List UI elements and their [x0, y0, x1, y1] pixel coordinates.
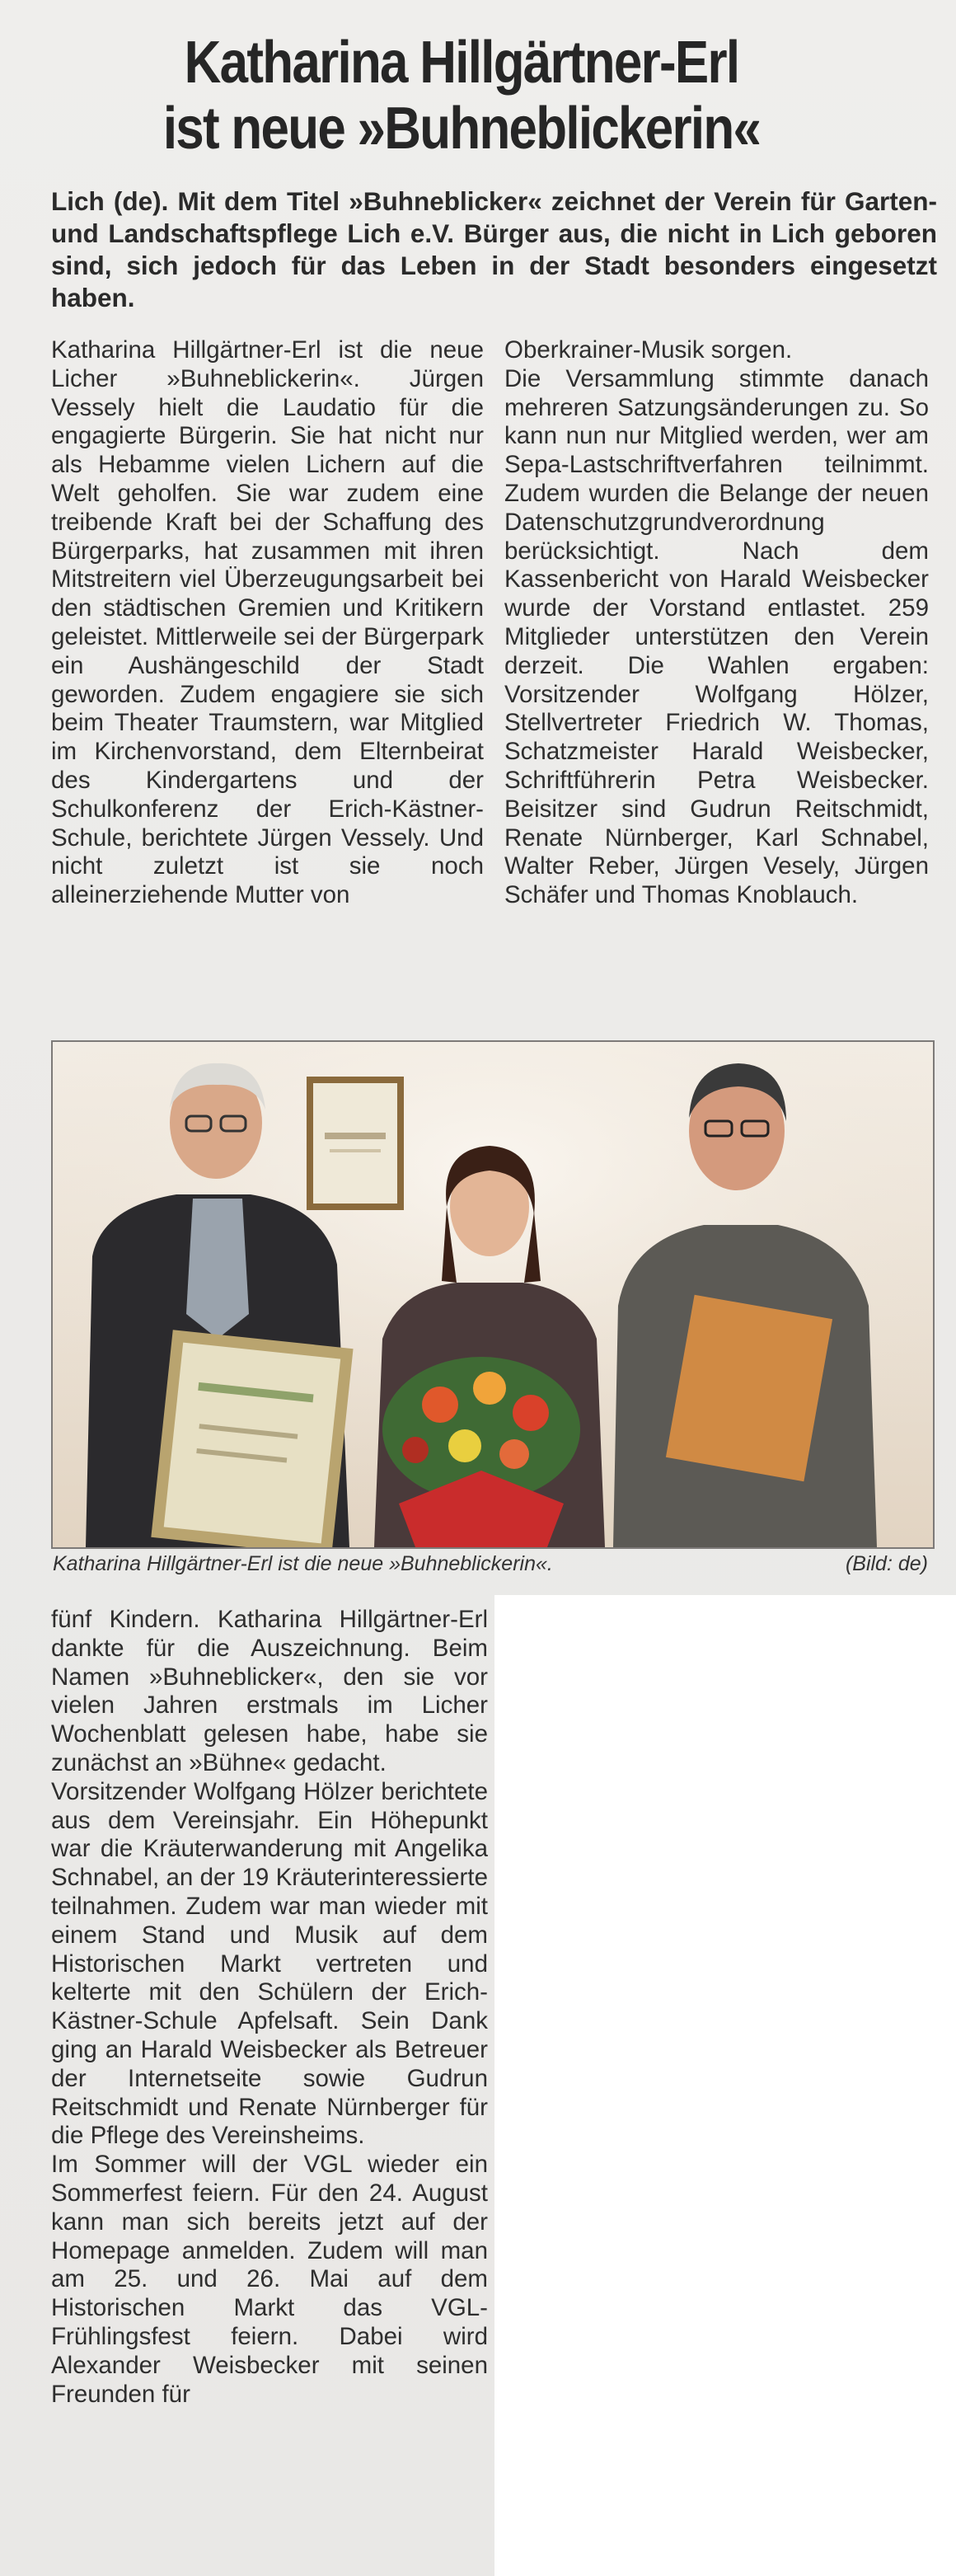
certificate — [151, 1330, 353, 1547]
blank-area — [494, 1595, 956, 2576]
column-left-paragraph: Katharina Hillgärtner-Erl ist die neue Licher »Buhneblickerin«. Jürgen Vessely hielt die Laudatio für die engagierte Bürgerin. Sie hat nicht nur als Hebamme vielen Lichern auf die Welt geholfen. Sie war zudem eine treibende Kraft bei der Schaffung des Bürgerparks, hat zusammen mit ihren Mitstreitern viel Überzeugungsarbeit bei den städtischen Gremien und Kritikern geleistet. Mittlerweile sei der Bürgerpark ein Aushängeschild der Stadt geworden. Zudem engagiere sie sich beim Theater Traumstern, war Mitglied im Kirchenvorstand, dem Elternbeirat des Kindergartens und der Schulkonferenz der Erich-Kästner-Schule, berichtete Jürgen Vessely. Und nicht zuletzt ist sie noch alleinerziehende Mutter von — [51, 336, 484, 909]
wall-frame — [307, 1077, 404, 1210]
article-photo — [51, 1040, 935, 1549]
flower-bouquet — [382, 1357, 580, 1547]
column-bottom-paragraph-3: Im Sommer will der VGL wieder ein Sommerfest feiern. Für den 24. August kann man sich bereits jetzt auf der Homepage anmelden. Zudem will man am 25. und 26. Mai auf dem Historischen Markt das VGL-Frühlingsfest feiern. Dabei wird Alexander Weisbecker mit seinen Freunden für — [51, 2151, 488, 2408]
photo-caption: Katharina Hillgärtner-Erl ist die neue »Buhneblickerin«. — [53, 1552, 553, 1575]
column-bottom-paragraph-1: fünf Kindern. Katharina Hillgärtner-Erl dankte für die Auszeichnung. Beim Namen »Buhneblicker«, den sie vor vielen Jahren erstmals im Licher Wochenblatt gelesen habe, habe sie zunächst an »Bühne« gedacht. — [51, 1606, 488, 1776]
column-right-paragraph-2: Die Versammlung stimmte danach mehreren Satzungsänderungen zu. So kann nun nur Mitglied werden, wer am Sepa-Lastschriftverfahren teilnimmt. Zudem wurden die Belange der neuen Datenschutzgrundverordnung berücksichtigt. Nach dem Kassenbericht von Harald Weisbecker wurde der Vorstand entlastet. 259 Mitglieder unterstützen den Verein derzeit. Die Wahlen ergaben: Vorsitzender Wolfgang Hölzer, Stellvertreter Friedrich W. Thomas, Schatzmeister Harald Weisbecker, Schriftführerin Petra Weisbecker. Beisitzer sind Gudrun Reitschmidt, Renate Nürnberger, Karl Schnabel, Walter Reber, Jürgen Vesely, Jürgen Schäfer und Thomas Knoblauch. — [504, 364, 929, 909]
photo-illustration — [53, 1042, 933, 1547]
photo-caption-bar — [51, 1550, 931, 1579]
text-column-right — [504, 336, 929, 910]
article-headline — [107, 30, 816, 162]
headline-line-1: Katharina Hillgärtner-Erl — [184, 30, 739, 96]
column-right-paragraph-1: Oberkrainer-Musik sorgen. — [504, 336, 793, 364]
headline-line-2: ist neue »Buhneblickerin« — [162, 96, 761, 162]
column-bottom-paragraph-2: Vorsitzender Wolfgang Hölzer berichtete aus dem Vereinsjahr. Ein Höhepunkt war die Kräuterwanderung mit Angelika Schnabel, an der 19 Kräuterinteressierte teilnahmen. Zudem war man wieder mit einem Stand und Musik auf dem Historischen Markt vertreten und kelterte mit den Schülern der Erich-Kästner-Schule Apfelsaft. Sein Dank ging an Harald Weisbecker als Betreuer der Internetseite sowie Gudrun Reitschmidt und Renate Nürnberger für die Pflege des Vereinsheims. — [51, 1777, 488, 2150]
text-column-left — [51, 336, 484, 910]
text-column-bottom — [51, 1606, 488, 2409]
article-lead: Lich (de). Mit dem Titel »Buhneblicker« zeichnet der Verein für Garten- und Landschaftspflege Lich e.V. Bürger aus, die nicht in Lich geboren sind, sich jedoch für das Leben in der Stadt besonders eingesetzt haben. — [51, 186, 937, 312]
photo-credit: (Bild: de) — [845, 1552, 928, 1575]
